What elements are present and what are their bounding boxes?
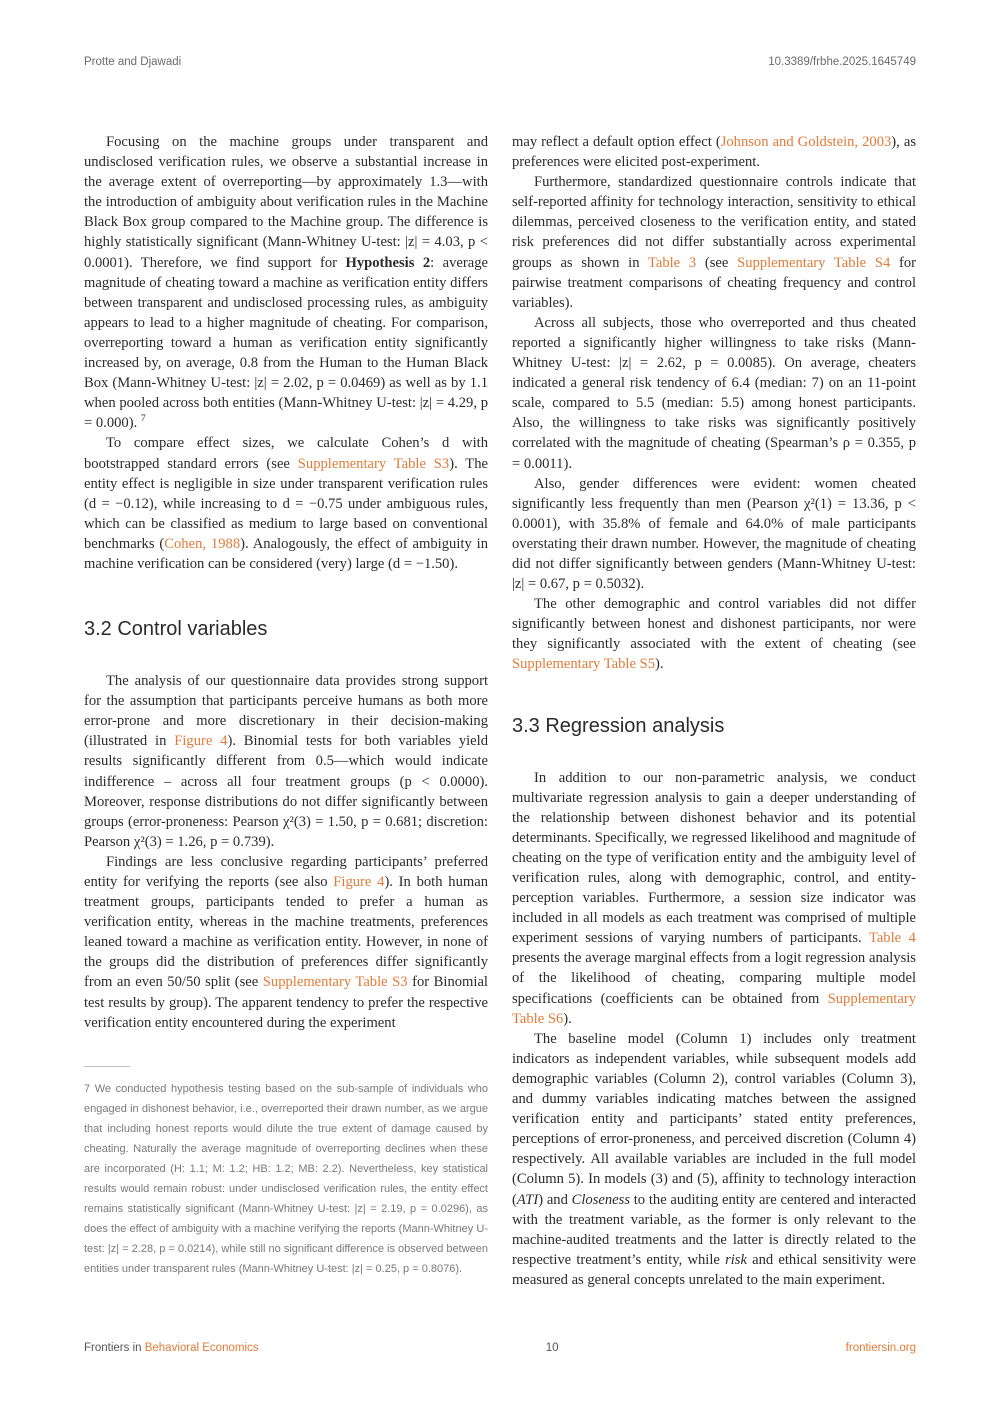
text: : average magnitude of cheating toward a machine as verification entity differs between transparent and undisclosed processing rules, as ambiguity appears to lead to a higher magnitude of cheating. For comparison, overreporting toward a human as verification entity significantly increased by, on average, 0.8 from the Human to the Human Black Box (Mann-Whitney U-test: |z| = 2.02, p = 0.0469) as well as by 1.1 when pooled across both entities (Mann-Whitney U-test: |z| = 4.29, p = 0.000). <box>84 254 489 432</box>
paragraph <box>512 768 916 1029</box>
footer-journal-name[interactable]: Behavioral Economics <box>144 1342 259 1354</box>
term-closeness: Closeness <box>571 1191 631 1208</box>
footnote-7: 7 We conducted hypothesis testing based on the sub-sample of individuals who engaged in dishonest behavior, i.e., overreported their drawn number, as we argue that including honest reports would dilute the true extent of damage caused by cheating. Naturally the average magnitude of overreporting declines when these are incorporated (H: 1.1; M: 1.2; HB: 1.2; MB: 2.2). Nevertheless, key statistical results would remain robust: under undisclosed verification rules, the entity effect remains statistically significant (Mann-Whitney U-test: |z| = 2.19, p = 0.0296), as does the effect of ambiguity with a machine verifying the reports (Mann-Whitney U-test: |z| = 2.28, p = 0.0214), while still no significant difference is observed between entities under transparent rules (Mann-Whitney U-test: |z| = 0.25, p = 0.8076). <box>84 1083 488 1275</box>
paragraph: Also, gender differences were evident: women cheated significantly less frequently than men (Pearson χ²(1) = 13.36, p < 0.0001), with 35.8% of female and 64.0% of male participants overstating their drawn number. However, the magnitude of cheating did not differ significantly between genders (Mann-Whitney U-test: |z| = 0.67, p = 0.5032). <box>512 475 916 593</box>
footnote-ref[interactable]: 7 <box>140 414 146 425</box>
text: and ethical sensitivity were measured as general concepts unrelated to the main experiment. <box>512 1251 916 1288</box>
text: ). The entity effect is negligible in size under transparent verification rules (d = −0.12), while increasing to d = −0.75 under ambiguous rules, which can be classified as medium to large based on conventional benchmarks ( <box>84 455 488 552</box>
right-column <box>512 132 916 1290</box>
text: (see <box>696 254 738 271</box>
footer-journal <box>84 1342 259 1354</box>
paragraph <box>84 132 488 433</box>
term-risk: risk <box>725 1251 747 1268</box>
section-heading-3-3: 3.3 Regression analysis <box>512 714 725 737</box>
text: may reflect a default option effect ( <box>512 134 721 150</box>
paragraph <box>512 1029 916 1290</box>
paragraph <box>512 594 916 674</box>
text: presents the average marginal effects from a logit regression analysis of the likelihood of cheating, comparing multiple model specifications (coefficients can be obtained from <box>512 950 916 1007</box>
link-supplementary-table-s5[interactable]: Supplementary Table S5 <box>512 656 656 673</box>
text: ). <box>563 1010 572 1027</box>
paragraph <box>512 172 916 313</box>
text: ). Analogously, the effect of ambiguity in machine verification can be considered (very) large (d = −1.50). <box>84 535 488 572</box>
footnote-divider <box>84 1066 130 1067</box>
text: Focusing on the machine groups under transparent and undisclosed verification rules, we observe a substantial increase in the average extent of overreporting—by approximately 1.3—with the introduction of ambiguity about verification rules in the Machine Black Box group compared to the Machine group. The difference is highly statistically significant (Mann-Whitney U-test: |z| = 4.03, p < 0.0001). Therefore, we find support for <box>84 134 488 271</box>
running-header <box>84 56 916 68</box>
link-figure-4[interactable]: Figure 4 <box>174 733 228 750</box>
header-doi: 10.3389/frbhe.2025.1645749 <box>768 56 916 68</box>
text: The other demographic and control variables did not differ significantly between honest and dishonest participants, nor were they significantly associated with the extent of cheating (see <box>512 596 916 653</box>
page-footer <box>84 1342 916 1354</box>
text: The analysis of our questionnaire data provides strong support for the assumption that participants perceive humans as both more error-prone and more discretionary in their decision-making (illustrated in <box>84 673 488 750</box>
link-supplementary-table-s3[interactable]: Supplementary Table S3 <box>297 455 450 472</box>
text: Findings are less conclusive regarding participants’ preferred entity for verifying the reports (see also <box>84 853 488 890</box>
text: ), as preferences were elicited post-experiment. <box>512 134 916 171</box>
text: for pairwise treatment comparisons of cheating frequency and control variables). <box>512 254 916 311</box>
link-supplementary-table-s4[interactable]: Supplementary Table S4 <box>737 254 891 271</box>
text: ). Binomial tests for both variables yield results significantly different from 0.5—which would indicate indifference – across all four treatment groups (p < 0.0000). Moreover, response distributions do not differ significantly between groups (error-proneness: Pearson χ²(3) = 1.50, p = 0.681; discretion: Pearson χ²(3) = 1.26, p = 0.739). <box>84 733 489 850</box>
hypothesis-label: Hypothesis 2 <box>345 254 431 271</box>
link-johnson-goldstein-2003[interactable]: Johnson and Goldstein, 2003 <box>720 134 892 150</box>
text: for Binomial test results by group). The apparent tendency to prefer the respective verification entity encountered during the experiment <box>84 974 488 1031</box>
section-heading-3-2: 3.2 Control variables <box>84 618 268 641</box>
text: To compare effect sizes, we calculate Cohen’s d with bootstrapped standard errors (see <box>84 435 488 472</box>
paragraph <box>84 671 488 852</box>
link-table-3[interactable]: Table 3 <box>647 254 697 271</box>
text: to the auditing entity are centered and interacted with the treatment variable, as the former is only relevant to the machine-audited treatments and the latter is directly related to the respective treatment’s entity, while <box>512 1191 916 1268</box>
page-number: 10 <box>545 1342 559 1354</box>
link-table-4[interactable]: Table 4 <box>868 930 916 947</box>
link-supplementary-table-s3[interactable]: Supplementary Table S3 <box>262 974 408 991</box>
left-column <box>84 132 488 1033</box>
paragraph <box>84 433 488 574</box>
text: In addition to our non-parametric analysis, we conduct multivariate regression analysis to gain a deeper understanding of the relationship between dishonest behavior and its potential determinants. Specifically, we regressed likelihood and magnitude of cheating on the type of verification entity and the ambiguity level of verification rules, along with demographic, control, and entity-perception variables. Furthermore, a session size indicator was included in all models as each treatment was comprised of multiple experiment sessions of varying numbers of participants. <box>512 769 916 947</box>
link-supplementary-table-s6[interactable]: Supplementary Table S6 <box>512 990 916 1027</box>
text: The baseline model (Column 1) includes only treatment indicators as independent variables, while subsequent models add demographic variables (Column 2), control variables (Column 3), and dummy variables indicating matches between the assigned verification entity and participants’ stated entity preferences, perceptions of error-proneness, and perceived discretion (Column 4) respectively. All available variables are included in the full model (Column 5). In models (3) and (5), affinity to technology interaction ( <box>512 1030 916 1208</box>
text: ). In both human treatment groups, participants tended to prefer a human as verification entity, whereas in the machine treatments, preferences leaned toward a machine as verification entity. However, in none of the groups did the distribution of preferences differ significantly from an even 50/50 split (see <box>84 874 488 991</box>
text: Furthermore, standardized questionnaire controls indicate that self-reported affinity for technology interaction, sensitivity to ethical dilemmas, perceived closeness to the verification entity, and stated risk preferences did not differ substantially across experimental groups as shown in <box>512 174 916 271</box>
header-authors: Protte and Djawadi <box>84 56 182 68</box>
link-cohen-1988[interactable]: Cohen, 1988 <box>164 535 241 552</box>
footer-site-link[interactable]: frontiersin.org <box>845 1342 916 1354</box>
footer-journal-prefix: Frontiers in <box>84 1342 145 1354</box>
paragraph <box>84 852 488 1033</box>
paragraph: Across all subjects, those who overreported and thus cheated reported a significantly higher willingness to take risks (Mann-Whitney U-test: |z| = 2.62, p = 0.0085). On average, cheaters indicated a general risk tendency of 6.4 (median: 7) on an 11-point scale, compared to 5.5 (median: 5.5) among honest participants. Also, the willingness to take risks was significantly positively correlated with the magnitude of cheating (Spearman’s ρ = 0.355, p = 0.0011). <box>512 314 916 472</box>
paragraph <box>512 132 916 172</box>
term-ati: ATI <box>516 1191 539 1208</box>
link-figure-4[interactable]: Figure 4 <box>333 874 385 890</box>
text: ) and <box>538 1191 572 1208</box>
text: ). <box>655 656 664 673</box>
